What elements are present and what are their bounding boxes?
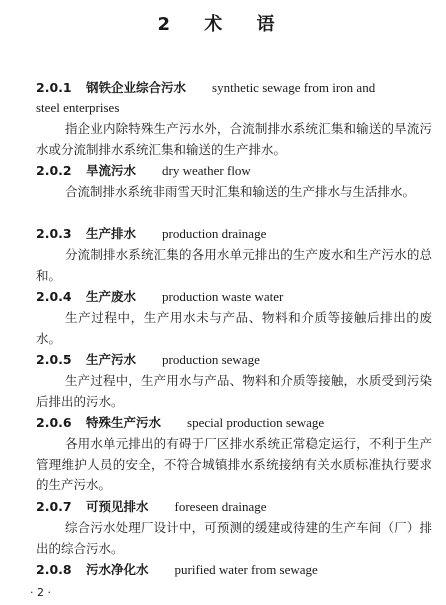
page-number: · 2 · <box>30 586 51 599</box>
term-chinese: 污水净化水 <box>86 562 149 577</box>
term-heading <box>36 224 430 244</box>
term-english-continued: steel enterprises <box>36 100 120 115</box>
term-heading <box>36 78 430 98</box>
term-heading <box>36 161 430 181</box>
term-number: 2.0.6 <box>36 415 72 430</box>
term-english: synthetic sewage from iron and <box>212 80 376 95</box>
term-definition: 指企业内除特殊生产污水外，合流制排水系统汇集和输送的旱流污水或分流制排水系统汇集和输送的生产排水。 <box>36 121 432 157</box>
term-heading <box>36 497 430 517</box>
term-english: dry weather flow <box>162 163 251 178</box>
term-heading <box>36 287 430 307</box>
term-number: 2.0.2 <box>36 163 72 178</box>
term-definition: 各用水单元排出的有碍于厂区排水系统正常稳定运行，不利于生产管理维护人员的安全，不符合城镇排水系统接纳有关水质标准执行要求的生产污水。 <box>36 436 432 492</box>
term-chinese: 可预见排水 <box>86 499 149 514</box>
term-chinese: 生产污水 <box>86 352 137 367</box>
term-definition: 分流制排水系统汇集的各用水单元排出的生产废水和生产污水的总和。 <box>36 247 432 283</box>
term-chinese: 特殊生产污水 <box>86 415 162 430</box>
term-english: production drainage <box>162 226 267 241</box>
term-chinese: 旱流污水 <box>86 163 137 178</box>
term-chinese: 生产排水 <box>86 226 137 241</box>
term-number: 2.0.7 <box>36 499 72 514</box>
term-english: foreseen drainage <box>174 499 267 514</box>
term-heading <box>36 560 430 580</box>
term-number: 2.0.8 <box>36 562 72 577</box>
term-number: 2.0.1 <box>36 80 72 95</box>
term-number: 2.0.3 <box>36 226 72 241</box>
term-heading <box>36 413 430 433</box>
term-definition: 合流制排水系统非雨雪天时汇集和输送的生产排水与生活排水。 <box>65 184 416 199</box>
term-definition: 综合污水处理厂设计中，可预测的缓建或待建的生产车间（厂）排出的综合污水。 <box>36 520 432 556</box>
term-english: special production sewage <box>187 415 325 430</box>
term-number: 2.0.4 <box>36 289 72 304</box>
term-chinese: 钢铁企业综合污水 <box>86 80 187 95</box>
term-english: production waste water <box>162 289 284 304</box>
term-chinese: 生产废水 <box>86 289 137 304</box>
term-english: production sewage <box>162 352 260 367</box>
term-number: 2.0.5 <box>36 352 72 367</box>
term-heading <box>36 350 430 370</box>
term-definition: 生产过程中，生产用水未与产品、物料和介质等接触后排出的废水。 <box>36 310 432 346</box>
term-definition: 生产过程中，生产用水与产品、物料和介质等接触，水质受到污染后排出的污水。 <box>36 373 432 409</box>
chapter-title: 2 术 语 <box>157 14 289 35</box>
term-english: purified water from sewage <box>174 562 318 577</box>
